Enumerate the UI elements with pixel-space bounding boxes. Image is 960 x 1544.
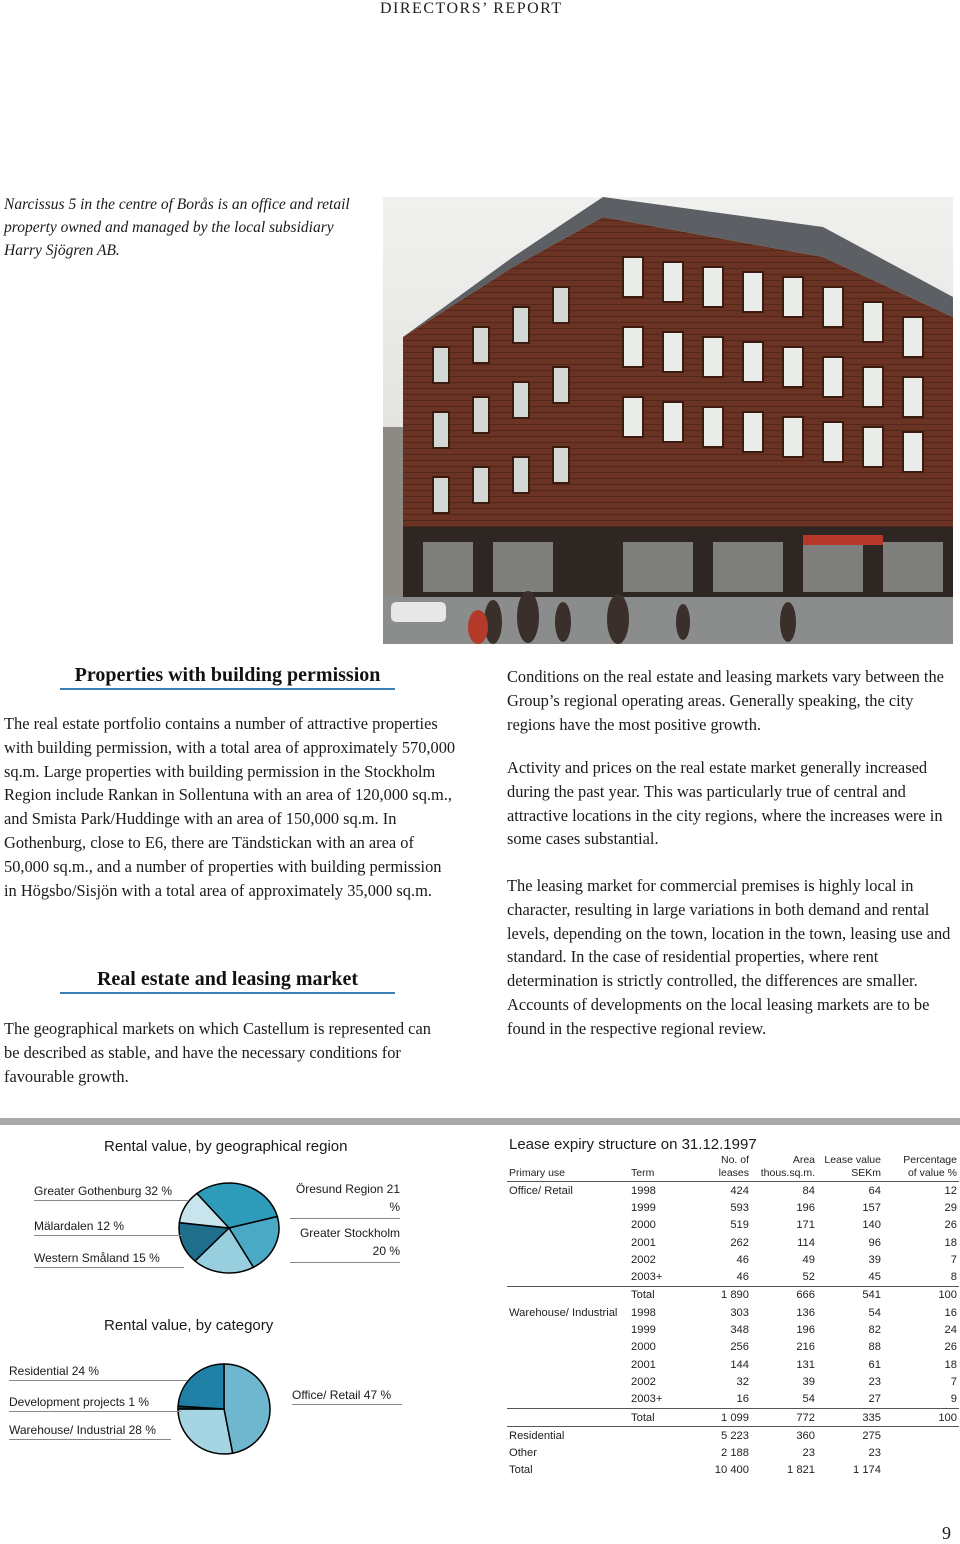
table-cell: 96 (868, 1236, 881, 1249)
table-cell: 2001 (631, 1358, 656, 1371)
table-row (507, 1304, 959, 1321)
table-cell (629, 1444, 689, 1461)
table-cell: 26 (944, 1341, 957, 1354)
table-cell: 360 (751, 1427, 817, 1445)
table-cell: 24 (944, 1324, 957, 1337)
table-row (507, 1408, 959, 1426)
table-cell: 196 (796, 1324, 815, 1337)
region-chart-title: Rental value, by geographical region (104, 1138, 348, 1155)
table-cell: 131 (796, 1358, 815, 1371)
table-cell: 666 (751, 1286, 817, 1304)
table-cell: Total (629, 1408, 689, 1426)
right-paragraph-3: The leasing market for commercial premises is highly local in character, resulting in large variations in both demand and rental levels, depending on the town, location in the town, leasing use and standard. In the case of residential properties, where rent determination is strictly controlled, the differences are smaller. Accounts of developments on the local leasing markets are to be found in the respective regional review. (507, 876, 951, 1038)
table-cell: Residential (507, 1427, 629, 1445)
heading-underline (60, 992, 395, 994)
pie-label-development-projects: Development projects 1 % (9, 1395, 181, 1412)
table-cell: Warehouse/ Industrial (509, 1306, 618, 1319)
table-cell: 1 890 (689, 1286, 751, 1304)
col-lease-value (817, 1154, 883, 1182)
col-term: Term (629, 1154, 689, 1182)
col-no-of-leases-line1: No. of (720, 1154, 749, 1166)
table-cell: 157 (862, 1201, 881, 1214)
table-cell: 23 (868, 1375, 881, 1388)
table-cell (507, 1251, 629, 1268)
table-row (507, 1391, 959, 1409)
table-cell: 2 188 (721, 1447, 749, 1460)
table-cell (507, 1373, 629, 1390)
col-percentage (883, 1154, 959, 1182)
table-cell: 100 (883, 1408, 959, 1426)
table-cell: 61 (868, 1358, 881, 1371)
table-cell: 10 400 (714, 1464, 749, 1477)
table-cell: 27 (868, 1393, 881, 1406)
table-row (507, 1427, 959, 1445)
table-cell: 275 (817, 1427, 883, 1445)
table-cell: 1998 (631, 1184, 656, 1197)
table-cell: 39 (868, 1253, 881, 1266)
section-divider (0, 1118, 960, 1125)
table-cell (507, 1408, 629, 1426)
right-paragraph-2: Activity and prices on the real estate market generally increased during the past year. This was particularly true of central and attractive locations in the city regions, where the increases were in some cases substantial. (507, 758, 943, 849)
table-cell (629, 1462, 689, 1479)
table-cell: 1999 (631, 1201, 656, 1214)
table-cell: 26 (944, 1219, 957, 1232)
pie-label-warehouse-industrial: Warehouse/ Industrial 28 % (9, 1423, 171, 1440)
table-cell: 424 (730, 1184, 749, 1197)
region-pie-chart (176, 1180, 286, 1280)
table-cell: 256 (730, 1341, 749, 1354)
lease-expiry-table (507, 1154, 959, 1479)
table-cell: 136 (796, 1306, 815, 1319)
table-cell: 64 (868, 1184, 881, 1197)
table-cell (507, 1391, 629, 1409)
table-cell: 46 (736, 1253, 749, 1266)
table-cell (883, 1462, 959, 1479)
table-cell: 29 (944, 1201, 957, 1214)
pie-label-greater-stockholm: Greater Stockholm 20 % (290, 1224, 400, 1263)
table-cell: 303 (730, 1306, 749, 1319)
table-cell: 144 (730, 1358, 749, 1371)
pie-slice (224, 1364, 270, 1453)
page-number: 9 (942, 1523, 951, 1543)
col-lease-value-line1: Lease value (824, 1154, 881, 1166)
table-cell: 54 (868, 1306, 881, 1319)
table-cell: 7 (950, 1375, 957, 1388)
table-cell: 1998 (631, 1306, 656, 1319)
table-cell: 2000 (631, 1219, 656, 1232)
table-cell: 88 (868, 1341, 881, 1354)
col-area-line2: thous.sq.m. (760, 1167, 815, 1179)
pie-label-western-smaland: Western Småland 15 % (34, 1251, 184, 1268)
col-lease-value-line2: SEKm (851, 1167, 881, 1179)
col-percentage-line1: Percentage (903, 1154, 957, 1166)
table-row (507, 1182, 959, 1200)
heading-real-estate-market: Real estate and leasing market (96, 968, 359, 990)
table-cell: 2002 (631, 1375, 656, 1388)
table-cell: 2000 (631, 1341, 656, 1354)
table-row (507, 1462, 959, 1479)
table-cell: 262 (730, 1236, 749, 1249)
table-cell: 140 (862, 1219, 881, 1232)
table-cell: Other (509, 1447, 537, 1460)
pie-slice (178, 1409, 233, 1454)
pie-label-malardalen: Mälardalen 12 % (34, 1219, 182, 1236)
table-cell (507, 1356, 629, 1373)
table-cell: 18 (944, 1358, 957, 1371)
table-cell: 32 (736, 1375, 749, 1388)
pie-label-oresund: Öresund Region 21 % (290, 1180, 400, 1219)
table-cell: 5 223 (689, 1427, 751, 1445)
col-percentage-line2: of value % (907, 1167, 957, 1179)
table-cell (883, 1427, 959, 1445)
table-cell (883, 1444, 959, 1461)
pie-label-greater-gothenburg: Greater Gothenburg 32 % (34, 1184, 188, 1201)
report-section-header: DIRECTORS’ REPORT (380, 0, 563, 17)
table-cell: 9 (950, 1393, 957, 1406)
table-cell: 335 (817, 1408, 883, 1426)
table-row (507, 1286, 959, 1304)
table-cell: 82 (868, 1324, 881, 1337)
table-cell (507, 1217, 629, 1234)
table-row (507, 1356, 959, 1373)
table-cell (507, 1339, 629, 1356)
table-row (507, 1321, 959, 1338)
table-cell: 348 (730, 1324, 749, 1337)
table-cell: 541 (817, 1286, 883, 1304)
table-cell: 12 (944, 1184, 957, 1197)
real-estate-market-body: The geographical markets on which Castellum is represented can be described as stable, and have the necessary conditions for favourable growth. (4, 1019, 431, 1086)
table-row (507, 1234, 959, 1251)
table-cell: 39 (802, 1375, 815, 1388)
category-pie-chart (176, 1362, 276, 1462)
table-cell: Total (509, 1464, 533, 1477)
col-area-line1: Area (792, 1154, 815, 1166)
table-cell: 7 (950, 1253, 957, 1266)
table-cell: 84 (802, 1184, 815, 1197)
table-row (507, 1199, 959, 1216)
col-area (751, 1154, 817, 1182)
table-cell (629, 1427, 689, 1445)
table-cell: 52 (802, 1271, 815, 1284)
lease-table-title: Lease expiry structure on 31.12.1997 (509, 1136, 757, 1153)
table-cell: 772 (751, 1408, 817, 1426)
table-cell: 196 (796, 1201, 815, 1214)
table-cell: 16 (944, 1306, 957, 1319)
table-row (507, 1217, 959, 1234)
table-cell: 593 (730, 1201, 749, 1214)
table-cell: 45 (868, 1271, 881, 1284)
table-row (507, 1339, 959, 1356)
table-cell (507, 1268, 629, 1286)
category-chart-title: Rental value, by category (104, 1317, 274, 1334)
table-cell: 114 (797, 1236, 815, 1249)
table-cell (507, 1234, 629, 1251)
table-cell: 23 (868, 1447, 881, 1460)
table-cell: 1999 (631, 1324, 656, 1337)
photo-caption: Narcissus 5 in the centre of Borås is an office and retail property owned and managed by the local subsidiary Harry Sjögren AB. (4, 196, 350, 259)
table-cell: 49 (802, 1253, 815, 1266)
table-cell: 2001 (631, 1236, 656, 1249)
col-no-of-leases-line2: leases (718, 1167, 749, 1179)
right-paragraph-1: Conditions on the real estate and leasing markets vary between the Group’s regional operating areas. Generally speaking, the city regions have the most positive growth. (507, 667, 944, 734)
table-cell: 216 (796, 1341, 815, 1354)
table-cell: 519 (730, 1219, 749, 1232)
pie-label-residential: Residential 24 % (9, 1364, 187, 1381)
table-cell (507, 1199, 629, 1216)
table-cell: 8 (950, 1271, 957, 1284)
table-cell: 16 (736, 1393, 749, 1406)
table-row (507, 1373, 959, 1390)
table-cell (507, 1286, 629, 1304)
table-cell: 171 (796, 1219, 815, 1232)
heading-underline (60, 688, 395, 690)
table-cell: 18 (944, 1236, 957, 1249)
table-cell: 54 (802, 1393, 815, 1406)
building-photo (383, 197, 953, 644)
table-row (507, 1251, 959, 1268)
table-cell: 46 (736, 1271, 749, 1284)
heading-building-permission: Properties with building permission (74, 664, 381, 686)
table-cell: 1 174 (853, 1464, 881, 1477)
table-cell (507, 1321, 629, 1338)
table-cell: 2003+ (631, 1271, 663, 1284)
table-cell: 2003+ (631, 1393, 663, 1406)
table-cell: Office/ Retail (509, 1184, 573, 1197)
table-cell: 1 099 (689, 1408, 751, 1426)
building-permission-body: The real estate portfolio contains a number of attractive properties with building permission, with a total area of approximately 570,000 sq.m. Large properties with building permission in the Stockholm Region include Rankan in Sollentuna with an area of 120,000 sq.m., and Smista Park/Huddinge with an area of 150,000 sq.m. In Gothenburg, close to E6, there are Tändstickan with an area of 50,000 sq.m., and a number of properties with building permission in Högsbo/Sisjön with a total area of approximately 35,000 sq.m. (4, 714, 456, 900)
table-cell: Total (629, 1286, 689, 1304)
col-no-of-leases (689, 1154, 751, 1182)
table-row (507, 1268, 959, 1286)
table-row (507, 1444, 959, 1461)
table-cell: 23 (802, 1447, 815, 1460)
col-primary-use: Primary use (507, 1154, 629, 1182)
table-cell: 2002 (631, 1253, 656, 1266)
table-cell: 1 821 (787, 1464, 815, 1477)
pie-label-office-retail: Office/ Retail 47 % (292, 1388, 402, 1405)
table-cell: 100 (883, 1286, 959, 1304)
